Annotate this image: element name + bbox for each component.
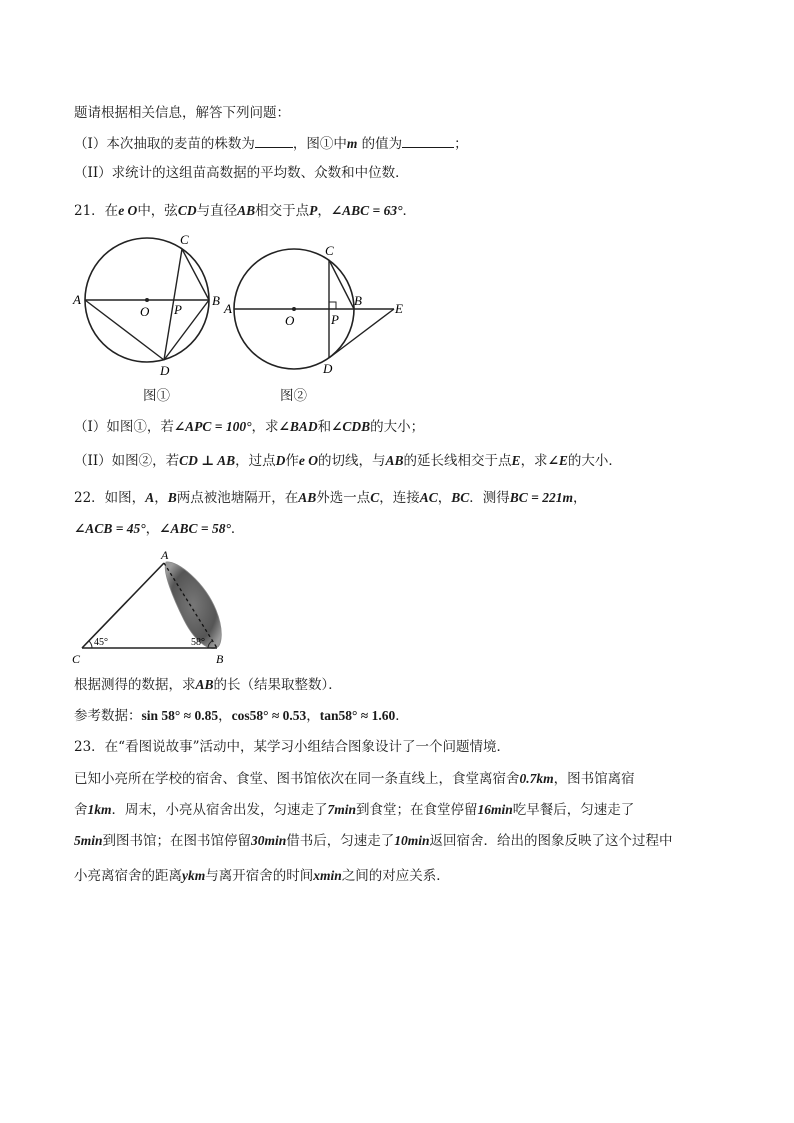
segment-bc: BC bbox=[451, 490, 470, 505]
q22-text: ．测得 bbox=[469, 490, 510, 506]
perp-cd-ab: CD ⊥ AB bbox=[179, 453, 236, 468]
q23-text: 与离开宿舍的时间 bbox=[205, 868, 314, 884]
q21-text: ， bbox=[317, 203, 331, 219]
q20-part1 bbox=[74, 134, 468, 153]
label-o: O bbox=[140, 304, 150, 319]
label-p: P bbox=[331, 312, 339, 327]
reference-label: 参考数据： bbox=[74, 708, 142, 724]
q23-text: ．周末，小亮从宿舍出发，匀速走了 bbox=[111, 802, 328, 818]
diameter-ab: AB bbox=[237, 203, 256, 218]
label-a: A bbox=[161, 548, 169, 562]
label-c: C bbox=[325, 243, 334, 258]
segment-cb bbox=[182, 249, 209, 300]
label-b: B bbox=[354, 293, 362, 308]
q21-num: 21．在 bbox=[74, 203, 119, 219]
chord-cd: CD bbox=[177, 203, 197, 218]
segment-ad bbox=[85, 300, 164, 360]
answer-blank-count[interactable] bbox=[255, 134, 293, 148]
var-m: m bbox=[346, 136, 358, 151]
q21-part1-text: 的大小； bbox=[370, 419, 425, 435]
angle-cdb: ∠CDB bbox=[331, 419, 371, 434]
time-walk-1: 7min bbox=[327, 802, 357, 817]
time-stay-library: 30min bbox=[251, 833, 287, 848]
circle-o-symbol: e O bbox=[118, 203, 138, 218]
q23-line2 bbox=[74, 770, 635, 788]
q22-ask-text: 的长（结果取整数）． bbox=[213, 677, 342, 693]
circle-o-symbol: e O bbox=[298, 453, 319, 468]
angle-arc-c bbox=[89, 641, 92, 648]
label-a: A bbox=[73, 292, 81, 307]
q22-text: 22．如图， bbox=[74, 490, 146, 506]
q23-text: 舍 bbox=[74, 802, 88, 818]
side-ca bbox=[82, 563, 164, 648]
time-walk-2: 5min bbox=[74, 833, 103, 848]
time-stay-canteen: 16min bbox=[477, 802, 513, 817]
q21-stem bbox=[74, 202, 416, 220]
distance-canteen: 0.7km bbox=[519, 771, 554, 786]
triangle-pond-figure bbox=[70, 548, 240, 668]
q22-text: 外选一点 bbox=[316, 490, 371, 506]
q22-text: ． bbox=[230, 521, 245, 537]
time-walk-back: 10min bbox=[394, 833, 430, 848]
point-d: D bbox=[275, 453, 286, 468]
angle-abc: ∠ABC = 63° bbox=[330, 203, 403, 218]
segment-ab: AB bbox=[298, 490, 317, 505]
label-d: D bbox=[323, 361, 333, 376]
q22-text: ， bbox=[218, 708, 232, 724]
distance-library: 1km bbox=[87, 802, 112, 817]
q22-reference bbox=[74, 707, 409, 725]
label-c: C bbox=[180, 232, 189, 247]
angle-bad: ∠BAD bbox=[278, 419, 318, 434]
q20-part1-text-d: ； bbox=[454, 136, 468, 152]
q23-line4 bbox=[74, 832, 673, 850]
label-c: C bbox=[72, 652, 81, 666]
q21-part1 bbox=[74, 418, 424, 436]
q21-text: ． bbox=[402, 203, 417, 219]
q22-text: 两点被池塘隔开，在 bbox=[176, 490, 299, 506]
q20-part1-text-b: ，图①中 bbox=[292, 136, 347, 152]
segment-ab: AB bbox=[195, 677, 214, 692]
var-y: ykm bbox=[182, 868, 206, 883]
label-e: E bbox=[395, 301, 403, 316]
q23-text: 吃早餐后，匀速走了 bbox=[512, 802, 635, 818]
bc-value: BC = 221m bbox=[509, 490, 573, 505]
line-ab: AB bbox=[385, 453, 404, 468]
center-dot bbox=[145, 298, 149, 302]
right-angle-mark bbox=[329, 302, 336, 309]
point-c: C bbox=[370, 490, 380, 505]
q22-text: ， bbox=[306, 708, 320, 724]
q23-text: 到图书馆；在图书馆停留 bbox=[102, 833, 252, 849]
q21-part2-text: 的延长线相交于点 bbox=[403, 453, 512, 469]
q22-text: ， bbox=[154, 490, 168, 506]
label-d: D bbox=[160, 363, 170, 378]
label-o: O bbox=[285, 313, 295, 328]
q22-text: ． bbox=[395, 708, 409, 724]
segment-ac: AC bbox=[419, 490, 438, 505]
q20-part2: （II）求统计的这组苗高数据的平均数、众数和中位数． bbox=[74, 165, 409, 181]
pond-shape bbox=[165, 562, 221, 649]
q21-part2 bbox=[74, 452, 622, 470]
q23-text: ，图书馆离宿 bbox=[553, 771, 635, 787]
fig2-caption: 图② bbox=[280, 388, 307, 404]
q23-text: 之间的对应关系． bbox=[341, 868, 450, 884]
q21-text: 中，弦 bbox=[137, 203, 178, 219]
q21-part1-text: （I）如图①，若 bbox=[74, 419, 174, 435]
q22-text: ， bbox=[572, 490, 587, 506]
q21-part2-text: ，求 bbox=[520, 453, 548, 469]
label-a: A bbox=[224, 301, 232, 316]
label-b: B bbox=[216, 652, 224, 666]
center-dot bbox=[292, 307, 296, 311]
q20-part1-text-c: 的值为 bbox=[361, 136, 403, 152]
angle-acb: ∠ACB = 45° bbox=[74, 521, 146, 536]
point-b: B bbox=[167, 490, 177, 505]
circle-figure-2 bbox=[222, 240, 412, 378]
angle-abc: ∠ABC = 58° bbox=[159, 521, 231, 536]
angle-e: ∠E bbox=[547, 453, 568, 468]
answer-blank-m[interactable] bbox=[402, 134, 454, 148]
segment-db bbox=[164, 300, 209, 360]
q22-ask-text: 根据测得的数据，求 bbox=[74, 677, 196, 693]
sin-value: sin 58° ≈ 0.85 bbox=[141, 708, 219, 723]
q21-part1-text: ，求 bbox=[251, 419, 279, 435]
point-e: E bbox=[511, 453, 521, 468]
q22-stem bbox=[74, 489, 586, 507]
fig1-caption: 图① bbox=[143, 388, 170, 404]
q21-part1-text: 和 bbox=[317, 419, 332, 435]
q21-part2-text: 作 bbox=[285, 453, 299, 469]
q21-part2-text: 的大小． bbox=[567, 453, 622, 469]
point-p: P bbox=[309, 203, 318, 218]
q22-text: ，连接 bbox=[379, 490, 420, 506]
q21-part2-text: 的切线，与 bbox=[318, 453, 386, 469]
q22-ask bbox=[74, 676, 342, 694]
q22-text: ， bbox=[437, 490, 452, 506]
angle-label-b: 58° bbox=[191, 637, 205, 648]
label-p: P bbox=[174, 302, 182, 317]
q22-text: ， bbox=[145, 521, 160, 537]
tan-value: tan58° ≈ 1.60 bbox=[319, 708, 396, 723]
q21-text: 与直径 bbox=[196, 203, 238, 219]
q23-text: 到食堂；在食堂停留 bbox=[356, 802, 478, 818]
q23-line3 bbox=[74, 801, 634, 819]
var-x: xmin bbox=[313, 868, 342, 883]
q21-part2-text: （II）如图②，若 bbox=[74, 453, 180, 469]
q23-text: 借书后，匀速走了 bbox=[286, 833, 395, 849]
angle-label-c: 45° bbox=[94, 637, 108, 648]
q23-text: 返回宿舍．给出的图象反映了这个过程中 bbox=[429, 833, 673, 849]
q23-line5 bbox=[74, 867, 450, 885]
q22-angles bbox=[74, 520, 244, 538]
q23-text: 小亮离宿舍的距离 bbox=[74, 868, 182, 884]
intro-line: 题请根据相关信息，解答下列问题： bbox=[74, 105, 290, 121]
q21-part2-text: ，过点 bbox=[235, 453, 276, 469]
q23-line1: 23．在“看图说故事”活动中，某学习小组结合图象设计了一个问题情境． bbox=[74, 739, 510, 755]
q23-text: 已知小亮所在学校的宿舍、食堂、图书馆依次在同一条直线上，食堂离宿舍 bbox=[74, 771, 520, 787]
circle-figure-1 bbox=[70, 228, 230, 378]
cos-value: cos58° ≈ 0.53 bbox=[231, 708, 307, 723]
label-b: B bbox=[212, 293, 220, 308]
q20-part1-text-a: （I）本次抽取的麦苗的株数为 bbox=[74, 136, 255, 152]
q21-text: 相交于点 bbox=[255, 203, 310, 219]
point-a: A bbox=[145, 490, 155, 505]
angle-apc: ∠APC = 100° bbox=[173, 419, 252, 434]
